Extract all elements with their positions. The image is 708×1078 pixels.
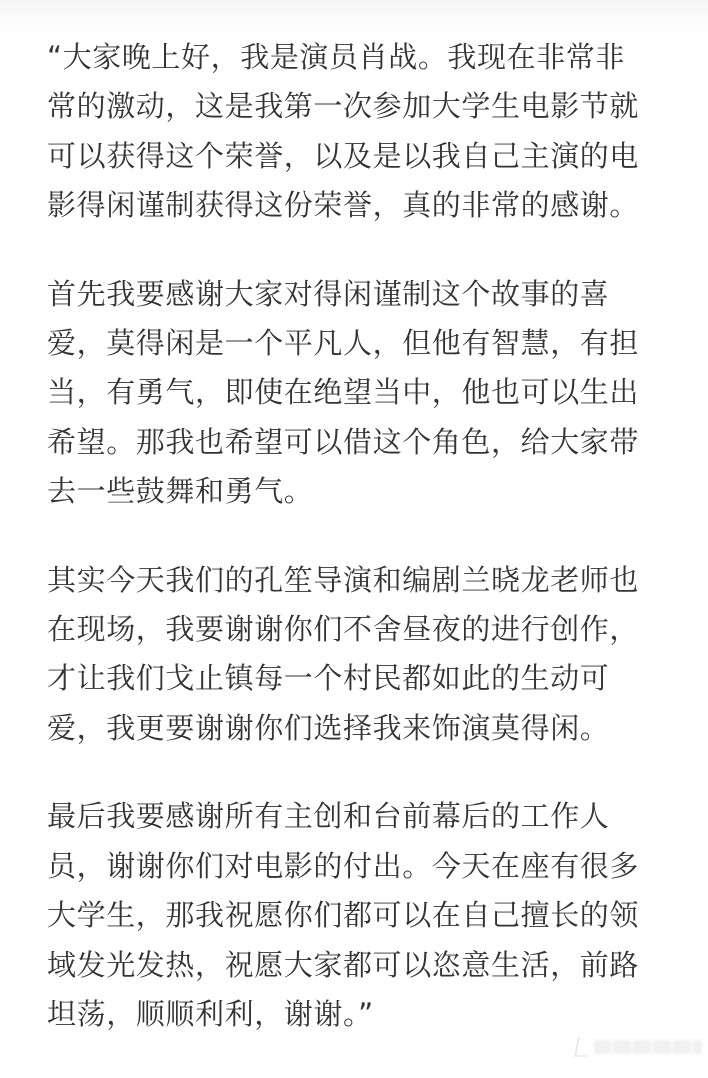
text-line: 可以获得这个荣誉，以及是以我自己主演的电 (47, 138, 640, 173)
text-line: 大学生，那我祝愿你们都可以在自己擅长的领 (47, 898, 640, 933)
paragraph-closing (47, 792, 687, 1039)
text-line: 域发光发热，祝愿大家都可以恣意生活，前路 (47, 947, 640, 982)
watermark (576, 1036, 702, 1058)
text-line: 其实今天我们的孔笙导演和编剧兰晓龙老师也 (47, 562, 640, 597)
text-line: “大家晚上好，我是演员肖战。我现在非常非 (47, 40, 626, 74)
text-line: 坦荡，顺顺利利，谢谢。” (47, 996, 374, 1031)
text-line: 员，谢谢你们对电影的付出。今天在座有很多 (47, 848, 640, 883)
paragraph-opening (47, 33, 687, 231)
text-line: 在现场，我要谢谢你们不舍昼夜的进行创作， (47, 612, 640, 647)
text-line: 当，有勇气，即使在绝望当中，他也可以生出 (47, 375, 640, 410)
text-line: 去一些鼓舞和勇气。 (47, 474, 314, 509)
paragraph-thanks-creators (47, 556, 687, 754)
text-line: 常的激动，这是我第一次参加大学生电影节就 (47, 89, 640, 124)
text-line: 最后我要感谢所有主创和台前幕后的工作人 (47, 799, 610, 834)
speech-transcript (47, 33, 687, 1078)
watermark-text (594, 1040, 702, 1054)
text-line: 爱，我更要谢谢你们选择我来饰演莫得闲。 (47, 710, 610, 745)
text-line: 希望。那我也希望可以借这个角色，给大家带 (47, 424, 640, 459)
text-line: 影得闲谨制获得这份荣誉，真的非常的感谢。 (47, 188, 640, 223)
text-line: 爱，莫得闲是一个平凡人，但他有智慧，有担 (47, 326, 640, 361)
weibo-watermark-logo-icon (574, 1037, 592, 1057)
text-line: 首先我要感谢大家对得闲谨制这个故事的喜 (47, 276, 610, 311)
text-line: 才让我们戈止镇每一个村民都如此的生动可 (47, 661, 610, 696)
paragraph-thanks-audience (47, 270, 687, 517)
